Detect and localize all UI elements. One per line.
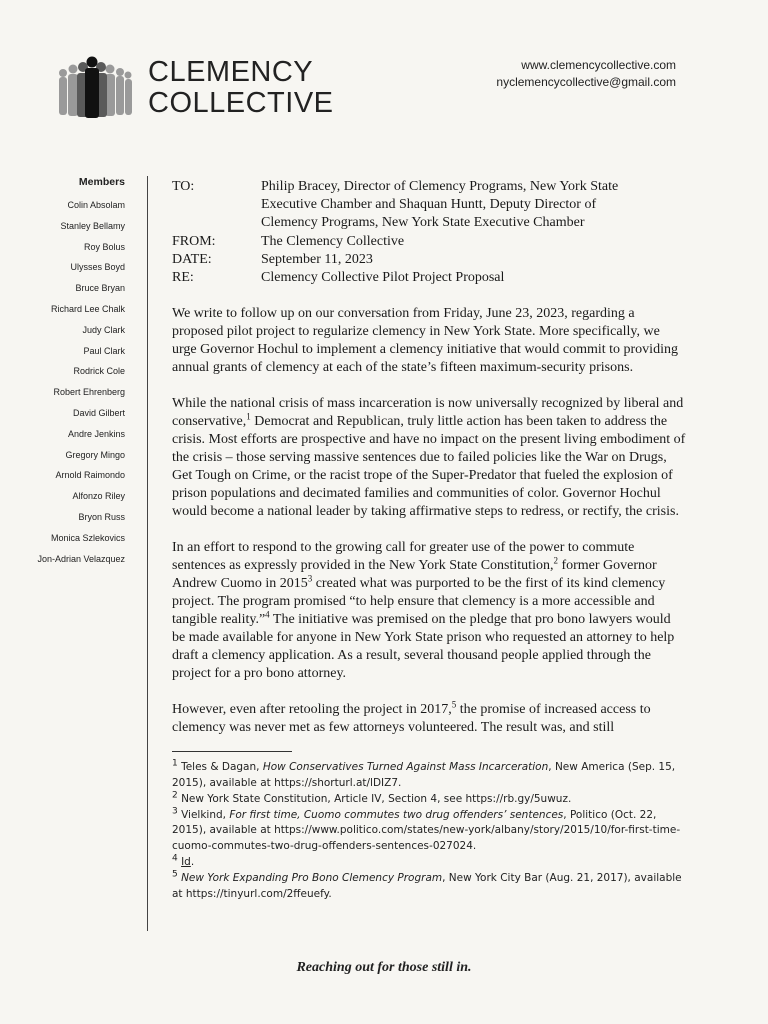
to-line-1: Philip Bracey, Director of Clemency Programs, New York State <box>261 179 619 194</box>
from-value: The Clemency Collective <box>261 233 405 249</box>
footnote-4-dot: . <box>190 856 195 868</box>
footnote-3-title: For first time, Cuomo commutes two drug offenders’ sentences <box>229 808 564 821</box>
email-link[interactable]: nyclemencycollective@gmail.com <box>496 75 676 89</box>
to-line-2: Executive Chamber and Shaquan Huntt, Deputy Director of <box>261 197 597 213</box>
paragraph-1: We write to follow up on our conversation from Friday, June 23, 2023, regarding a proposed pilot project to regularize clemency in New York State. More specifically, we urge Governor Hochul to implement a clemency initiative that would commit to providing annual grants of clemency at each of the state’s fifteen maximum-security prisons. <box>172 306 678 376</box>
paragraph-4 <box>172 701 687 737</box>
footnote-3-post: , Politico (Oct. 22, 2015), available at https://www.politico.com/states/new-york/albany/story/2015/10/for-first-time-cuomo-commutes-two-drug-offenders-sentences-027024. <box>172 808 681 853</box>
member-name: Alfonzo Riley <box>72 491 125 502</box>
members-heading: Members <box>78 176 125 188</box>
to-line-3: Clemency Programs, New York State Executive Chamber <box>261 215 585 231</box>
footnote-5-number: 5 <box>172 869 178 880</box>
footnote-1-number: 1 <box>172 758 178 769</box>
website-link[interactable]: www.clemencycollective.com <box>521 58 676 72</box>
paragraph-3-text-b: former Governor Andrew Cuomo in 2015 <box>172 558 657 592</box>
footnote-4-text: Id <box>181 856 191 868</box>
footnote-1-post: , New America (Sep. 15, 2015), available at https://shorturl.at/lDIZ7. <box>172 761 676 790</box>
re-label: RE: <box>172 270 194 286</box>
footnote-4-number: 4 <box>172 853 178 864</box>
date-value: September 11, 2023 <box>261 251 373 267</box>
footnote-3 <box>172 808 687 855</box>
members-sidebar <box>20 176 125 569</box>
member-name: Richard Lee Chalk <box>50 303 125 314</box>
letter-body <box>172 178 687 902</box>
footer-tagline: Reaching out for those still in. <box>296 960 472 975</box>
paragraph-3-text-d: The initiative was premised on the pledge that pro bono lawyers would be made available for anyone in New York State prison who requested an attorney to help draft a clemency application. As a result, several thousand people applied through the project for a pro bono attorney. <box>172 612 675 682</box>
paragraph-4-text-b: the promise of increased access to clemency was never met as few attorneys volunteered. The result was, and still <box>172 702 651 736</box>
member-name: Roy Bolus <box>83 241 125 252</box>
memo-header <box>172 178 687 287</box>
footnote-ref-3: 3 <box>307 573 313 584</box>
footnote-ref-1: 1 <box>246 411 251 422</box>
member-name: Ulysses Boyd <box>70 262 125 273</box>
member-name: Judy Clark <box>82 324 125 335</box>
member-name: David Gilbert <box>72 407 125 418</box>
footnote-2-text: New York State Constitution, Article IV, Section 4, see https://rb.gy/5uwuz. <box>177 792 572 805</box>
member-name: Bryon Russ <box>78 511 125 522</box>
footnotes <box>172 760 687 902</box>
logo-line-2: COLLECTIVE <box>148 87 334 119</box>
paragraph-3-text-c: created what was purported to be the first of its kind clemency project. The program promised “to help ensure that clemency is a more accessible and tangible reality.” <box>172 576 666 628</box>
footnote-2 <box>172 792 687 808</box>
paragraph-4-text-a: However, even after retooling the project in 2017, <box>172 702 452 718</box>
paragraph-2 <box>172 395 687 521</box>
footnote-5 <box>172 871 687 903</box>
paragraph-2-text-a: While the national crisis of mass incarceration is now universally recognized by liberal and conservative, <box>172 396 684 430</box>
footnote-3-number: 3 <box>172 806 178 817</box>
footnote-1 <box>172 760 687 792</box>
footnote-rule <box>172 751 292 752</box>
footnote-ref-2: 2 <box>553 555 558 566</box>
member-name: Jon-Adrian Velazquez <box>37 553 125 564</box>
footnote-2-number: 2 <box>172 790 178 801</box>
sidebar-divider <box>147 176 148 931</box>
member-name: Bruce Bryan <box>75 283 125 294</box>
to-label: TO: <box>172 179 195 194</box>
footnote-ref-5: 5 <box>451 699 457 710</box>
member-name: Rodrick Cole <box>73 366 125 377</box>
footnote-5-post: , New York City Bar (Aug. 21, 2017), available at https://tinyurl.com/2ffeuefy. <box>172 871 682 900</box>
logo-wordmark <box>148 57 334 119</box>
paragraph-3 <box>172 539 687 683</box>
member-name: Andre Jenkins <box>67 428 125 439</box>
member-name: Stanley Bellamy <box>60 220 125 231</box>
member-name: Arnold Raimondo <box>55 470 125 481</box>
paragraph-3-text-a: In an effort to respond to the growing call for greater use of the power to commute sentences as expressly provided in the New York State Constitution, <box>172 540 635 574</box>
footnote-1-pre: Teles & Dagan, <box>177 761 263 774</box>
date-label: DATE: <box>172 251 212 267</box>
from-label: FROM: <box>172 233 216 249</box>
footnote-ref-4: 4 <box>265 609 270 620</box>
footnote-4 <box>172 855 687 871</box>
member-name: Colin Absolam <box>67 200 125 210</box>
footnote-1-title: How Conservatives Turned Against Mass Incarceration <box>262 761 549 774</box>
member-name: Robert Ehrenberg <box>53 387 125 398</box>
logo-line-1: CLEMENCY <box>148 56 314 88</box>
member-name: Monica Szlekovics <box>50 532 125 543</box>
member-name: Gregory Mingo <box>65 449 125 460</box>
paragraph-2-text-b: Democrat and Republican, truly little action has been taken to address the crisis. Most efforts are prospective and have no impact on the present living embodiment of the crisis – those serving massive sentences due to failed policies like the War on Drugs, Get Tough on Crime, or the racist trope of the Super-Predator that fueled the explosion of prison populations and decimated families and communities of color. Governor Hochul would become a national leader by taking affirmative steps to redress, or rectify, the crisis. <box>172 414 686 520</box>
footnote-3-pre: Vielkind, <box>177 808 230 821</box>
people-silhouettes-icon <box>55 55 133 121</box>
contact-block <box>496 57 676 91</box>
member-name: Paul Clark <box>83 345 125 356</box>
re-value: Clemency Collective Pilot Project Proposal <box>261 270 505 286</box>
footnote-5-title: New York Expanding Pro Bono Clemency Program <box>177 871 443 884</box>
